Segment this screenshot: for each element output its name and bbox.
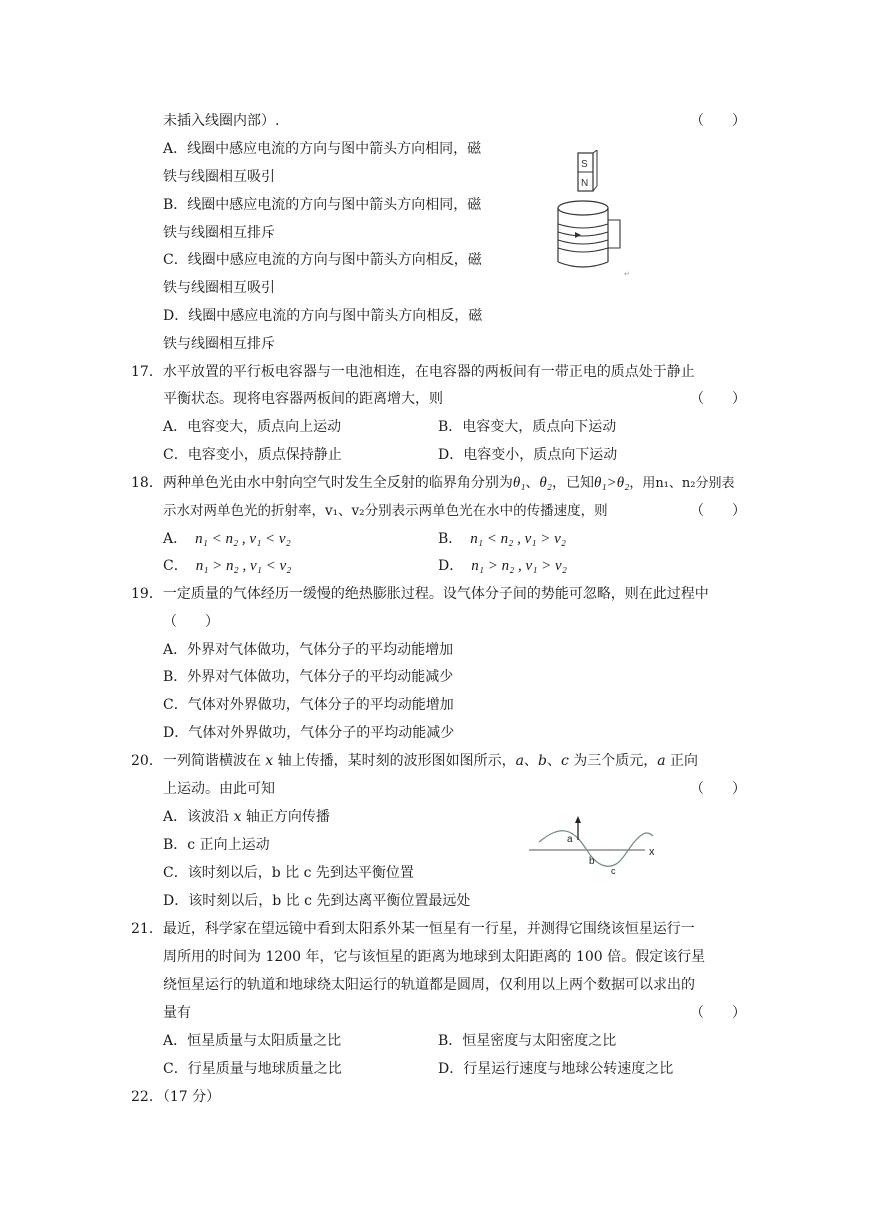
q18-theta2: θ₂ bbox=[539, 475, 553, 491]
q20-text-2: 轴上传播，某时刻的波形图如图所示， bbox=[273, 753, 516, 769]
q20-x: x bbox=[265, 753, 274, 769]
q18-theta1: θ₁ bbox=[512, 475, 526, 491]
q17-option-b: B．电容变大，质点向下运动 bbox=[438, 419, 617, 435]
q18-option-d-expr: n₁ > n₂ , v₁ > v₂ bbox=[471, 558, 567, 574]
q20-option-c: C．该时刻以后，b 比 c 先到达平衡位置 bbox=[163, 865, 414, 881]
q20-text-4: 、 bbox=[546, 753, 561, 769]
wave-label-c: c bbox=[611, 866, 616, 874]
q16-option-a-line1: A．线圈中感应电流的方向与图中箭头方向相同，磁 bbox=[163, 141, 482, 157]
q18-option-c-label: C． bbox=[163, 558, 188, 574]
q21-answer-paren: （ ） bbox=[690, 1005, 746, 1021]
q19-stem-line1: 19．一定质量的气体经历一缓慢的绝热膨胀过程。设气体分子间的势能可忽略，则在此过程中 bbox=[131, 586, 709, 602]
q21-option-a: A．恒星质量与太阳质量之比 bbox=[163, 1033, 342, 1049]
q19-option-a: A．外界对气体做功，气体分子的平均动能增加 bbox=[163, 642, 454, 658]
wave-figure bbox=[525, 812, 675, 874]
wave-label-b: b bbox=[589, 856, 595, 867]
q18-condition: θ₁>θ₂ bbox=[594, 475, 630, 491]
q16-option-c-line1: C．线圈中感应电流的方向与图中箭头方向相反，磁 bbox=[163, 252, 482, 268]
q21-stem-line1: 21．最近，科学家在望远镜中看到太阳系外某一恒星有一行星，并测得它围绕该恒星运行一 bbox=[131, 921, 695, 937]
q18-option-b-label: B． bbox=[438, 531, 463, 547]
q21-stem-line2: 周所用的时间为 1200 年，它与该恒星的距离为地球到太阳距离的 100 倍。假定该行星 bbox=[163, 949, 706, 965]
q18-stem-line2: 示水对两单色光的折射率，v₁、v₂分别表示两单色光在水中的传播速度，则 bbox=[163, 503, 608, 519]
q18-answer-paren: （ ） bbox=[690, 503, 746, 519]
q16-option-b-line1: B．线圈中感应电流的方向与图中箭头方向相同，磁 bbox=[163, 197, 482, 213]
q18-option-a-label: A． bbox=[163, 531, 188, 547]
svg-text:↵: ↵ bbox=[624, 271, 630, 278]
q16-tail: 未插入线圈内部）. bbox=[163, 113, 280, 129]
q20-a2: a bbox=[657, 753, 666, 769]
q20-a: a bbox=[515, 753, 524, 769]
q16-option-d-line1: D．线圈中感应电流的方向与图中箭头方向相反，磁 bbox=[163, 308, 483, 324]
q19-option-d: D．气体对外界做功，气体分子的平均动能减少 bbox=[163, 725, 455, 741]
q18-option-d bbox=[438, 557, 567, 575]
q20-b: b bbox=[537, 753, 547, 769]
q20-text-5: 为三个质元， bbox=[568, 753, 658, 769]
q18-option-b-expr: n₁ < n₂ , v₁ > v₂ bbox=[470, 531, 566, 547]
q18-option-a-expr: n₁ < n₂ , v₁ < v₂ bbox=[195, 531, 291, 547]
q21-option-d: D．行星运行速度与地球公转速度之比 bbox=[438, 1061, 674, 1077]
magnet-coil-figure bbox=[548, 150, 638, 280]
arrow-head-icon bbox=[575, 816, 581, 823]
q18-option-d-label: D． bbox=[438, 558, 464, 574]
q20-option-a bbox=[163, 808, 330, 826]
q16-option-d-line2: 铁与线圈相互排斥 bbox=[163, 336, 275, 352]
q18-text-1: 18．两种单色光由水中射向空气时发生全反射的临界角分别为 bbox=[131, 475, 513, 491]
q17-option-d: D．电容变小，质点向下运动 bbox=[438, 447, 618, 463]
current-arrow-icon bbox=[575, 232, 581, 238]
q20-answer-paren: （ ） bbox=[690, 781, 746, 797]
q21-option-b: B．恒星密度与太阳密度之比 bbox=[438, 1033, 617, 1049]
q18-option-c-expr: n₁ > n₂ , v₁ < v₂ bbox=[195, 558, 292, 574]
q21-option-c: C．行星质量与地球质量之比 bbox=[163, 1061, 342, 1077]
q18-option-b bbox=[438, 530, 566, 548]
q20-option-a-text-2: 轴正方向传播 bbox=[241, 809, 330, 825]
q16-option-c-line2: 铁与线圈相互吸引 bbox=[163, 280, 275, 296]
q20-stem-line2: 上运动。由此可知 bbox=[163, 781, 275, 797]
q18-option-a bbox=[163, 530, 291, 548]
q19-answer-paren: （ ） bbox=[163, 614, 219, 630]
q20-c: c bbox=[560, 753, 569, 769]
q16-option-b-line2: 铁与线圈相互排斥 bbox=[163, 225, 275, 241]
q20-option-a-text-1: A．该波沿 bbox=[163, 809, 234, 825]
magnet-n-label: N bbox=[581, 178, 589, 189]
q20-text-3: 、 bbox=[523, 753, 538, 769]
q19-option-c: C．气体对外界做功，气体分子的平均动能增加 bbox=[163, 697, 454, 713]
q18-sep: 、 bbox=[525, 475, 540, 491]
q17-stem-line2: 平衡状态。现将电容器两板间的距离增大，则 bbox=[163, 391, 443, 407]
q17-option-a: A．电容变大，质点向上运动 bbox=[163, 419, 342, 435]
coil bbox=[558, 201, 630, 278]
q16-option-a-line2: 铁与线圈相互吸引 bbox=[163, 169, 275, 185]
wave-label-x: x bbox=[649, 846, 655, 858]
q20-option-a-x: x bbox=[233, 809, 242, 825]
q18-text-3: ，用n₁、n₂分别表 bbox=[629, 476, 735, 491]
q21-stem-line3: 绕恒星运行的轨道和地球绕太阳运行的轨道都是圆周，仅利用以上两个数据可以求出的 bbox=[163, 977, 695, 993]
magnet-s-label: S bbox=[581, 159, 588, 170]
wave-curve bbox=[539, 831, 653, 867]
bar-magnet bbox=[578, 150, 597, 191]
q18-text-2: ，已知 bbox=[552, 475, 595, 491]
q18-option-c bbox=[163, 557, 291, 575]
q20-text-6: 正向 bbox=[665, 753, 699, 769]
q20-stem-line1 bbox=[131, 752, 698, 770]
wave-label-a: a bbox=[567, 834, 573, 845]
q17-option-c: C．电容变小，质点保持静止 bbox=[163, 447, 342, 463]
q17-answer-paren: （ ） bbox=[690, 391, 746, 407]
q20-option-b: B．c 正向上运动 bbox=[163, 837, 270, 853]
q16-answer-paren: （ ） bbox=[690, 113, 746, 129]
q20-option-d: D．该时刻以后，b 比 c 先到达离平衡位置最远处 bbox=[163, 893, 471, 909]
q18-stem-line1 bbox=[131, 474, 734, 493]
q19-option-b: B．外界对气体做功，气体分子的平均动能减少 bbox=[163, 669, 454, 685]
q21-stem-line4: 量有 bbox=[163, 1005, 191, 1021]
q20-text-1: 20．一列简谐横波在 bbox=[131, 753, 266, 769]
q22-heading: 22．（17 分） bbox=[131, 1089, 221, 1105]
q17-stem-line1: 17．水平放置的平行板电容器与一电池相连，在电容器的两板间有一带正电的质点处于静止 bbox=[131, 364, 695, 380]
